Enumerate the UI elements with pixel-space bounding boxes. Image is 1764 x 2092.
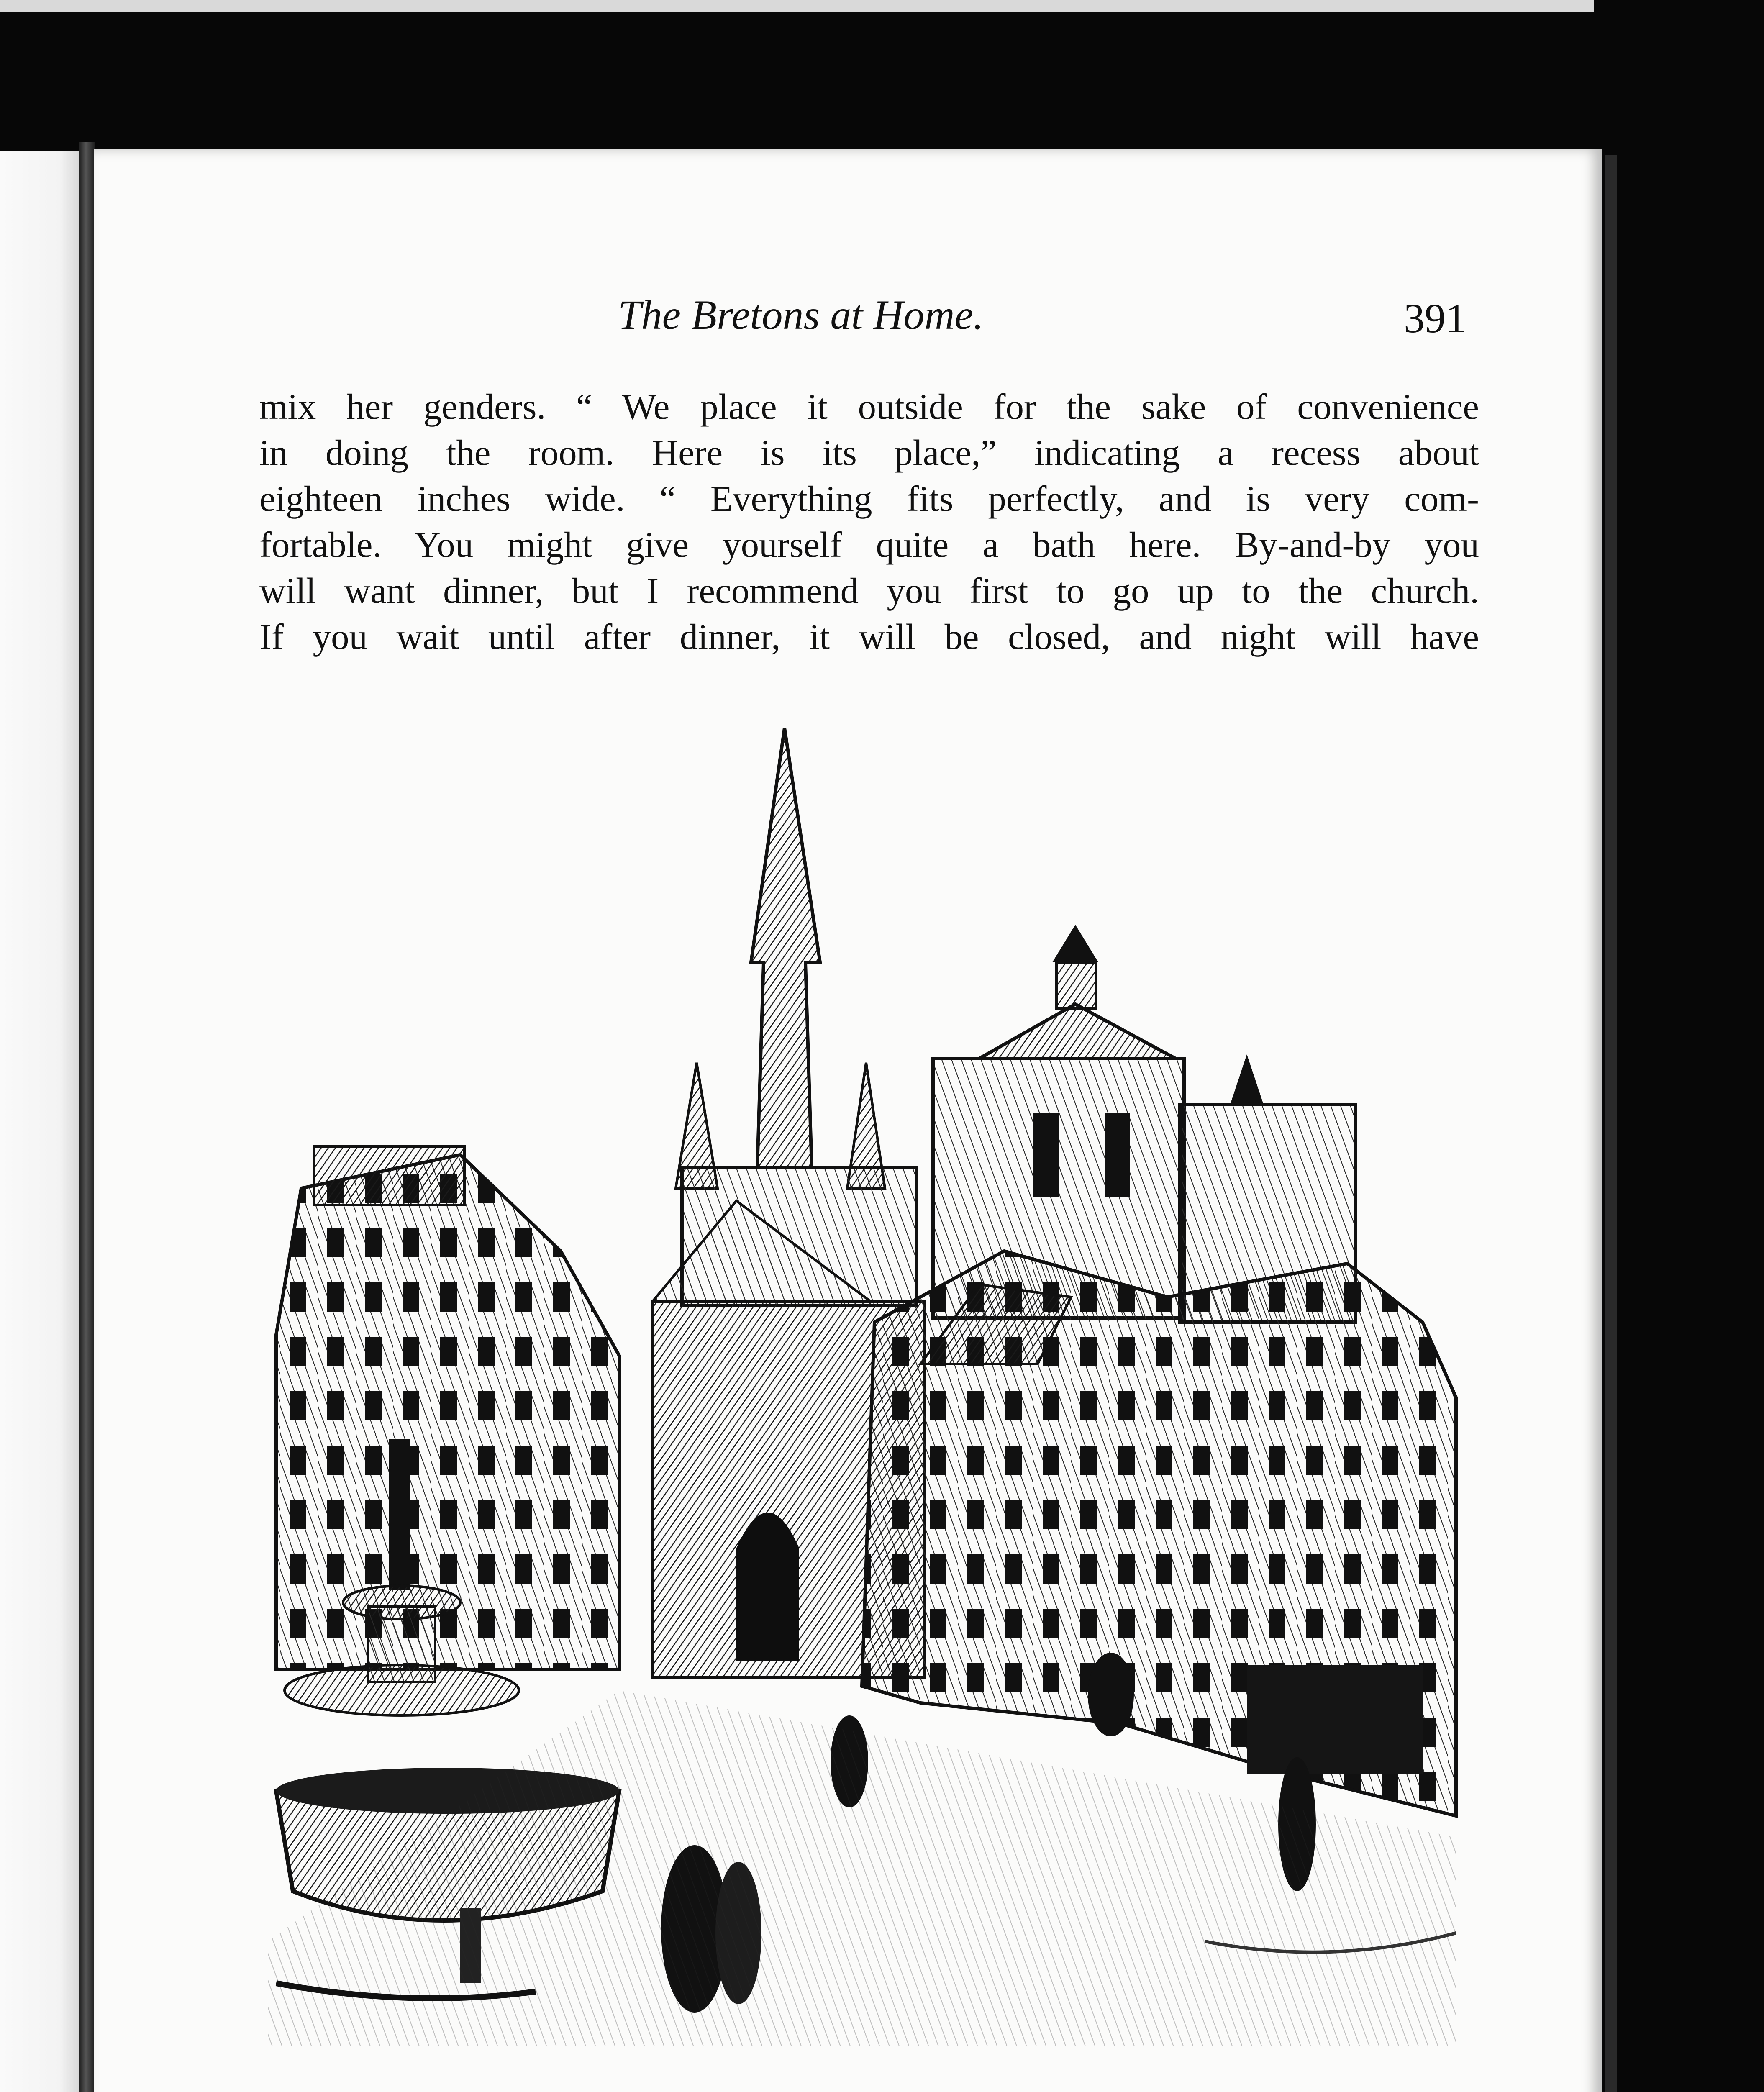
running-title: The Bretons at Home.	[618, 292, 984, 338]
engraving-image	[243, 728, 1504, 2084]
book-gutter	[79, 142, 95, 2092]
text-line: will want dinner, but I recommend you first to go up to the church.	[259, 570, 1479, 611]
body-text-top	[259, 384, 1479, 660]
text-line: fortable. You might give yourself quite a bath here. By-and-by you	[259, 524, 1479, 565]
text-line: mix her genders. “ We place it outside for the sake of convenience	[259, 386, 1479, 427]
text-line: If you wait until after dinner, it will be closed, and night will have	[259, 616, 1479, 657]
running-head	[94, 287, 1602, 354]
guingamp-illustration	[243, 728, 1504, 2084]
previous-page-edge	[0, 0, 1594, 12]
book-page	[94, 149, 1602, 2092]
page-shadow-edge	[1605, 155, 1617, 2092]
text-line: eighteen inches wide. “ Everything fits perfectly, and is very com-	[259, 478, 1479, 519]
facing-page-edge	[0, 151, 86, 2092]
page-number: 391	[1404, 295, 1467, 341]
text-line: in doing the room. Here is its place,” indicating a recess about	[259, 432, 1479, 473]
